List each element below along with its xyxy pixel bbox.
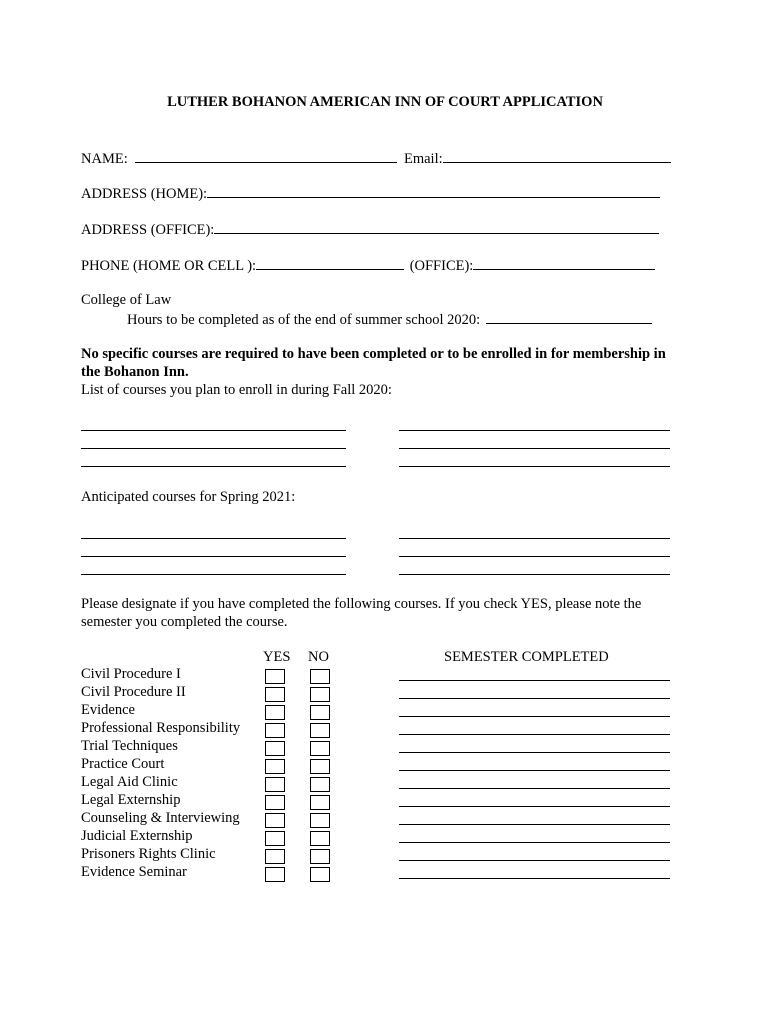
spring-course-line[interactable] [399, 556, 670, 557]
semester-line[interactable] [399, 734, 670, 735]
phone-home-label: PHONE (HOME OR CELL ): [81, 258, 257, 274]
spring-course-line[interactable] [81, 556, 346, 557]
yes-checkbox[interactable] [265, 723, 285, 738]
college-label: College of Law [81, 292, 172, 308]
spring-course-line[interactable] [81, 574, 346, 575]
yes-checkbox[interactable] [265, 669, 285, 684]
semester-header: SEMESTER COMPLETED [444, 649, 609, 665]
address-home-label: ADDRESS (HOME): [81, 186, 208, 202]
no-checkbox[interactable] [310, 777, 330, 792]
semester-line[interactable] [399, 788, 670, 789]
name-row [81, 148, 671, 168]
hours-label: Hours to be completed as of the end of summer school 2020: [127, 312, 481, 328]
fall-course-line[interactable] [81, 448, 346, 449]
course-label: Practice Court [81, 756, 165, 772]
course-label: Legal Externship [81, 792, 181, 808]
no-checkbox[interactable] [310, 741, 330, 756]
yes-checkbox[interactable] [265, 831, 285, 846]
no-checkbox[interactable] [310, 687, 330, 702]
fall-label: List of courses you plan to enroll in during Fall 2020: [81, 382, 392, 398]
address-home-field[interactable] [207, 183, 660, 198]
yes-checkbox[interactable] [265, 705, 285, 720]
name-field[interactable] [135, 148, 397, 163]
fall-course-line[interactable] [399, 430, 670, 431]
no-checkbox[interactable] [310, 795, 330, 810]
phone-home-field[interactable] [256, 255, 404, 270]
yes-checkbox[interactable] [265, 777, 285, 792]
course-label: Evidence Seminar [81, 864, 187, 880]
course-label: Civil Procedure I [81, 666, 181, 682]
yes-header: YES [263, 649, 291, 665]
no-checkbox[interactable] [310, 669, 330, 684]
no-checkbox[interactable] [310, 813, 330, 828]
semester-line[interactable] [399, 698, 670, 699]
fall-course-line[interactable] [81, 466, 346, 467]
no-checkbox[interactable] [310, 705, 330, 720]
semester-line[interactable] [399, 878, 670, 879]
phone-row [81, 255, 655, 275]
course-label: Legal Aid Clinic [81, 774, 178, 790]
yes-checkbox[interactable] [265, 741, 285, 756]
no-checkbox[interactable] [310, 849, 330, 864]
designate-line-2: semester you completed the course. [81, 614, 288, 630]
yes-checkbox[interactable] [265, 795, 285, 810]
course-label: Counseling & Interviewing [81, 810, 240, 826]
fall-course-line[interactable] [399, 448, 670, 449]
course-label: Judicial Externship [81, 828, 193, 844]
form-title: LUTHER BOHANON AMERICAN INN OF COURT APPLICATION [167, 94, 603, 110]
semester-line[interactable] [399, 824, 670, 825]
yes-checkbox[interactable] [265, 867, 285, 882]
course-label: Trial Techniques [81, 738, 178, 754]
email-field[interactable] [443, 148, 671, 163]
semester-line[interactable] [399, 806, 670, 807]
no-checkbox[interactable] [310, 867, 330, 882]
notice-text [81, 345, 686, 381]
designate-line-1: Please designate if you have completed the following courses. If you check YES, please note the [81, 596, 642, 612]
name-label: NAME: [81, 151, 128, 167]
course-label: Professional Responsibility [81, 720, 241, 736]
yes-checkbox[interactable] [265, 759, 285, 774]
course-label: Civil Procedure II [81, 684, 186, 700]
fall-course-line[interactable] [399, 466, 670, 467]
address-home-row [81, 183, 660, 203]
no-header: NO [308, 649, 329, 665]
hours-field[interactable] [486, 309, 652, 324]
spring-label: Anticipated courses for Spring 2021: [81, 489, 296, 505]
phone-office-field[interactable] [473, 255, 655, 270]
no-checkbox[interactable] [310, 831, 330, 846]
course-label: Prisoners Rights Clinic [81, 846, 216, 862]
spring-course-line[interactable] [81, 538, 346, 539]
no-checkbox[interactable] [310, 759, 330, 774]
semester-line[interactable] [399, 842, 670, 843]
phone-office-label: (OFFICE): [409, 258, 474, 274]
fall-course-line[interactable] [81, 430, 346, 431]
yes-checkbox[interactable] [265, 849, 285, 864]
semester-line[interactable] [399, 752, 670, 753]
email-label: Email: [403, 151, 443, 167]
address-office-field[interactable] [214, 219, 659, 234]
no-checkbox[interactable] [310, 723, 330, 738]
address-office-row [81, 219, 659, 239]
course-label: Evidence [81, 702, 135, 718]
yes-checkbox[interactable] [265, 813, 285, 828]
semester-line[interactable] [399, 716, 670, 717]
semester-line[interactable] [399, 770, 670, 771]
spring-course-line[interactable] [399, 574, 670, 575]
semester-line[interactable] [399, 860, 670, 861]
address-office-label: ADDRESS (OFFICE): [81, 222, 215, 238]
spring-course-line[interactable] [399, 538, 670, 539]
hours-row [127, 309, 652, 329]
semester-line[interactable] [399, 680, 670, 681]
notice-bold: No specific courses are required to have been completed or to be enrolled in for membership in the Bohanon Inn. [81, 346, 666, 380]
yes-checkbox[interactable] [265, 687, 285, 702]
